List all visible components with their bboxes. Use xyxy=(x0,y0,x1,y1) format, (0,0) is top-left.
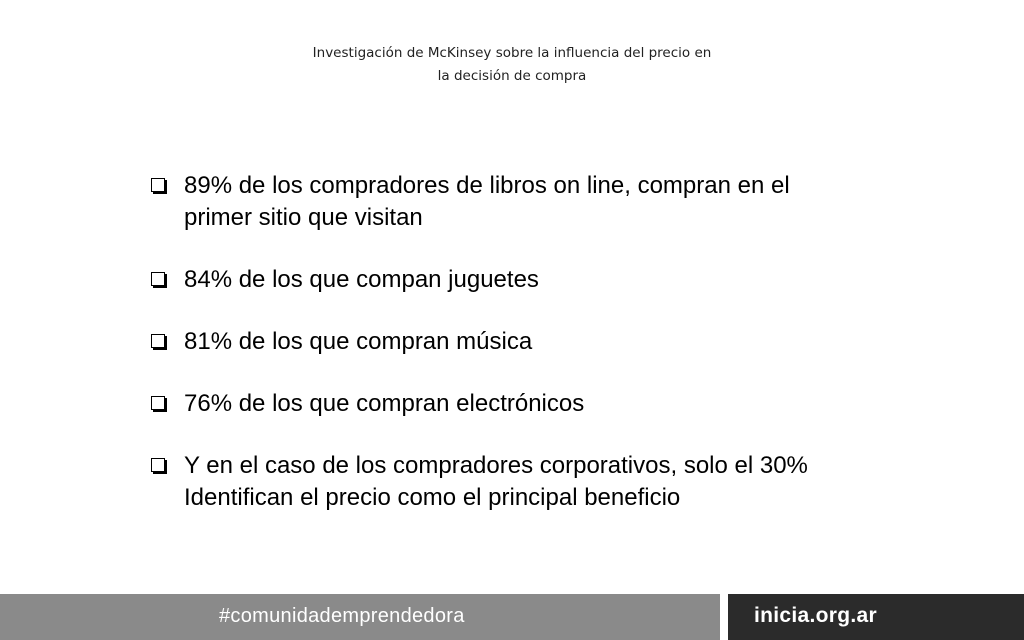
slide-title-line-2: la decisión de compra xyxy=(437,68,587,84)
bullet-text-line: 84% de los que compan juguetes xyxy=(184,266,539,293)
bullet-text-line: primer sitio que visitan xyxy=(184,204,423,231)
bullet-item xyxy=(150,264,910,296)
bullet-text-line: 81% de los que compran música xyxy=(184,328,533,355)
checkbox-square-icon xyxy=(151,334,165,348)
bullet-item xyxy=(150,450,910,514)
footer-site-link[interactable]: inicia.org.ar xyxy=(754,604,877,627)
footer-hashtag-bar xyxy=(0,594,720,640)
bullet-text-line: Identifican el precio como el principal beneficio xyxy=(184,484,681,511)
bullet-item xyxy=(150,388,910,420)
checkbox-square-icon xyxy=(151,178,165,192)
bullet-item xyxy=(150,326,910,358)
checkbox-square-icon xyxy=(151,272,165,286)
bullet-text-line: 89% de los compradores de libros on line, compran en el xyxy=(184,172,790,199)
bullet-list xyxy=(150,170,910,544)
bullet-item xyxy=(150,170,910,234)
bullet-text-line: 76% de los que compran electrónicos xyxy=(184,390,585,417)
footer-hashtag: #comunidademprendedora xyxy=(219,605,465,627)
checkbox-square-icon xyxy=(151,396,165,410)
checkbox-square-icon xyxy=(151,458,165,472)
bullet-text-line: Y en el caso de los compradores corporativos, solo el 30% xyxy=(184,452,808,479)
slide-title xyxy=(262,42,762,88)
slide-title-line-1: Investigación de McKinsey sobre la influencia del precio en xyxy=(312,45,712,61)
footer-site-bar xyxy=(728,594,1024,640)
